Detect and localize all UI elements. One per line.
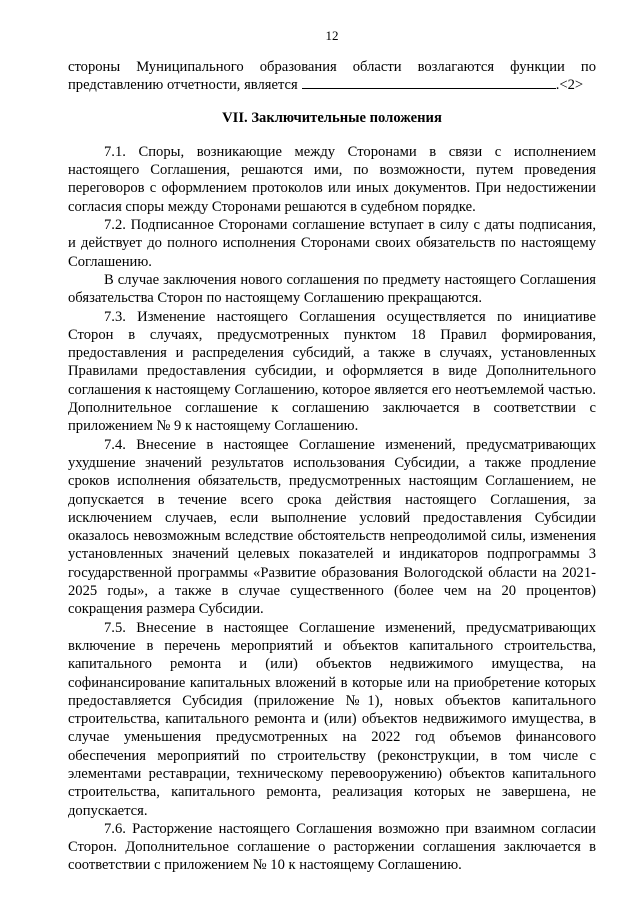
page-number: 12 bbox=[325, 28, 339, 43]
document-page bbox=[68, 28, 596, 875]
paragraph-7-2: 7.2. Подписанное Сторонами соглашение вступает в силу с даты подписания, и действует до полного исполнения Сторонами своих обязательств по настоящему Соглашению. bbox=[68, 217, 596, 270]
lead-text: стороны Муниципального образования области возлагаются функции по представлению отчетности, является bbox=[68, 59, 596, 94]
paragraph-7-2-continued: В случае заключения нового соглашения по предмету настоящего Соглашения обязательства Сторон по настоящему Соглашению прекращаются. bbox=[68, 271, 596, 307]
paragraph-7-3: 7.3. Изменение настоящего Соглашения осуществляется по инициативе Сторон в случаях, предусмотренных пунктом 18 Правил формирования, предоставления и распределения субсидий, а также в случаях, установленных Правилами предоставления субсидии, и оформляется в виде Дополнительного соглашения к настоящему Соглашению, которое является его неотъемлемой частью. Дополнительное соглашение к соглашению заключается в соответствии с приложением № 9 к настоящему Соглашению. bbox=[68, 308, 596, 435]
paragraph-7-1: 7.1. Споры, возникающие между Сторонами в связи с исполнением настоящего Соглашения, решаются ими, по возможности, путем проведения переговоров с оформлением протоколов или иных документов. При недостижении согласия споры между Сторонами решаются в судебном порядке. bbox=[68, 143, 596, 215]
footnote-ref: .<2> bbox=[555, 77, 584, 94]
paragraph-7-5: 7.5. Внесение в настоящее Соглашение изменений, предусматривающих включение в перечень мероприятий и объектов капитального строительства, капитального ремонта и (или) объектов недвижимого имущества, на софинансирование капитальных вложений в которые или на приобретение которых предоставляется Субсидия (приложение №1), новых объектов капитального строительства, капитального ремонта и (или) объектов недвижимого имущества, в случае уменьшения предусмотренных на 2022 год объемов финансового обеспечения мероприятий по строительству (реконструкции, в том числе с элементами реставрации, техническому перевооружению) объектов капитального строительства, капитального ремонта, реализация которых не завершена, не допускается. bbox=[68, 619, 596, 819]
blank-line bbox=[302, 76, 556, 89]
paragraph-7-6: 7.6. Расторжение настоящего Соглашения возможно при взаимном согласии Сторон. Дополнительное соглашение о расторжении соглашения заключается в соответствии с приложением № 10 к настоящему Соглашению. bbox=[68, 820, 596, 874]
section-title: VII. Заключительные положения bbox=[222, 109, 442, 126]
paragraph-7-4: 7.4. Внесение в настоящее Соглашение изменений, предусматривающих ухудшение значений результатов использования Субсидии, а также продление сроков исполнения обязательств, предусмотренных настоящим Соглашением, не допускается в течение всего срока действия настоящего Соглашения, за исключением случаев, если выполнение условий предоставления Субсидии оказалось невозможным вследствие обстоятельств непреодолимой силы, изменения установленных значений целевых показателей и индикаторов подпрограммы 3 государственной программы «Развитие образования Вологодской области на 2021-2025 годы», а также в случае существенного (более чем на 20 процентов) сокращения размера Субсидии. bbox=[68, 436, 596, 618]
lead-paragraph bbox=[68, 58, 596, 95]
